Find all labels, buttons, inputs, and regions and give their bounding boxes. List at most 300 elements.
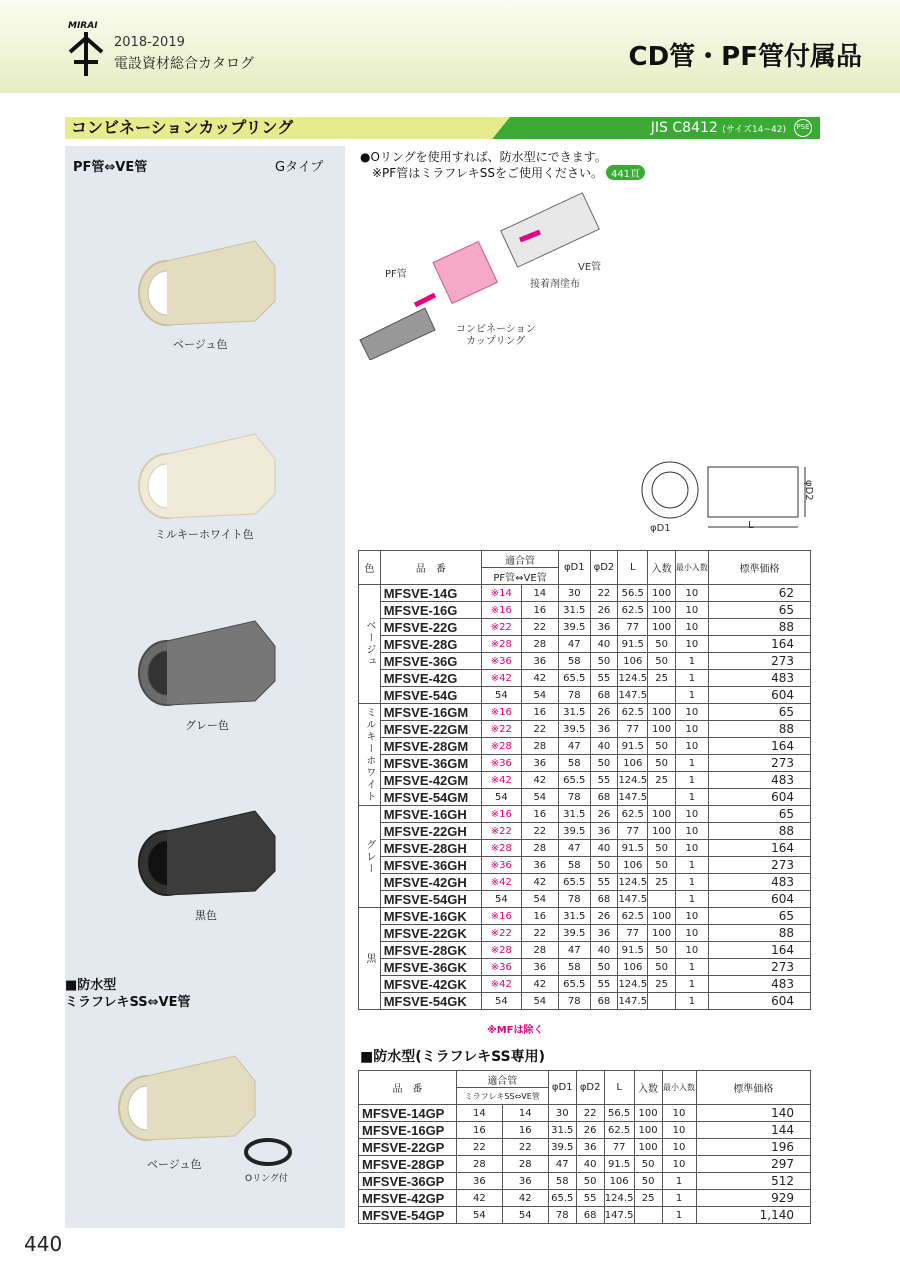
spec-cell: 42 xyxy=(521,976,558,993)
spec-cell: ※36 xyxy=(482,653,522,670)
spec-cell: 10 xyxy=(662,1139,696,1156)
part-number: MFSVE-16GP xyxy=(359,1122,457,1139)
table-row xyxy=(359,1173,811,1190)
th-part: 品 番 xyxy=(380,551,481,585)
caption-beige: ベージュ色 xyxy=(173,338,228,351)
spec-cell: ※22 xyxy=(482,619,522,636)
caption-black: 黒色 xyxy=(195,909,217,922)
spec-cell: 68 xyxy=(590,687,618,704)
spec-cell: 147.5 xyxy=(618,993,648,1010)
spec-cell: 54 xyxy=(521,993,558,1010)
spec-cell: 65.5 xyxy=(558,772,590,789)
spec-cell: 100 xyxy=(648,925,676,942)
spec-cell: 1 xyxy=(662,1207,696,1224)
spec-cell: 100 xyxy=(648,806,676,823)
table-row xyxy=(359,653,811,670)
spec-cell: 106 xyxy=(604,1173,634,1190)
spec-cell: 91.5 xyxy=(618,840,648,857)
spec-cell: 100 xyxy=(648,602,676,619)
spec-cell: 62.5 xyxy=(618,806,648,823)
spec-cell: ※28 xyxy=(482,738,522,755)
caption-wp-beige: ベージュ色 xyxy=(147,1158,202,1171)
spec-cell xyxy=(634,1207,662,1224)
spec-cell: 42 xyxy=(456,1190,502,1207)
part-number: MFSVE-22G xyxy=(380,619,481,636)
price: 1,140 xyxy=(696,1207,810,1224)
spec-cell: 106 xyxy=(618,857,648,874)
spec-cell: 147.5 xyxy=(618,687,648,704)
part-number: MFSVE-16GM xyxy=(380,704,481,721)
spec-cell: 28 xyxy=(521,738,558,755)
spec-cell: 68 xyxy=(590,891,618,908)
spec-cell: 106 xyxy=(618,755,648,772)
part-number: MFSVE-36G xyxy=(380,653,481,670)
part-number: MFSVE-14GP xyxy=(359,1105,457,1122)
spec-cell: 65.5 xyxy=(548,1190,576,1207)
part-number: MFSVE-22GP xyxy=(359,1139,457,1156)
price: 164 xyxy=(708,840,810,857)
spec-cell: 100 xyxy=(648,585,676,602)
spec-cell: 100 xyxy=(648,823,676,840)
table-row xyxy=(359,602,811,619)
spec-cell: 100 xyxy=(648,704,676,721)
spec-cell: 10 xyxy=(662,1122,696,1139)
price: 65 xyxy=(708,908,810,925)
spec-cell: 54 xyxy=(521,789,558,806)
spec-cell: 10 xyxy=(675,738,708,755)
th2-part: 品 番 xyxy=(359,1071,457,1105)
caption-oring: Oリング付 xyxy=(245,1174,288,1184)
spec-cell: ※22 xyxy=(482,721,522,738)
spec-cell xyxy=(648,993,676,1010)
table-row xyxy=(359,942,811,959)
spec-cell: 47 xyxy=(558,738,590,755)
spec-cell: 55 xyxy=(590,874,618,891)
price: 164 xyxy=(708,738,810,755)
spec-cell: ※16 xyxy=(482,704,522,721)
price: 604 xyxy=(708,687,810,704)
spec-cell: 42 xyxy=(521,874,558,891)
th2-d1: φD1 xyxy=(548,1071,576,1105)
th-d2: φD2 xyxy=(590,551,618,585)
spec-cell: 50 xyxy=(648,959,676,976)
spec-cell: 50 xyxy=(590,857,618,874)
spec-cell: 25 xyxy=(634,1190,662,1207)
spec-cell: ※14 xyxy=(482,585,522,602)
spec-cell: 147.5 xyxy=(618,789,648,806)
spec-cell: 124.5 xyxy=(604,1190,634,1207)
spec-cell: 30 xyxy=(548,1105,576,1122)
pse-mark: PSE xyxy=(794,119,812,137)
price: 65 xyxy=(708,704,810,721)
th2-l: L xyxy=(604,1071,634,1105)
spec-cell: 62.5 xyxy=(618,704,648,721)
price: 88 xyxy=(708,823,810,840)
part-number: MFSVE-16G xyxy=(380,602,481,619)
spec-cell: 16 xyxy=(456,1122,502,1139)
label-pf: PF管 xyxy=(385,269,407,280)
part-number: MFSVE-16GK xyxy=(380,908,481,925)
spec-cell: 91.5 xyxy=(618,636,648,653)
spec-cell: 47 xyxy=(558,942,590,959)
spec-cell: ※16 xyxy=(482,602,522,619)
spec-cell: 1 xyxy=(675,755,708,772)
spec-cell: 65.5 xyxy=(558,976,590,993)
part-number: MFSVE-42GP xyxy=(359,1190,457,1207)
spec-cell: ※16 xyxy=(482,908,522,925)
spec-cell: 50 xyxy=(648,653,676,670)
th-d1: φD1 xyxy=(558,551,590,585)
mirai-logo xyxy=(66,18,106,78)
part-number: MFSVE-36GP xyxy=(359,1173,457,1190)
section-bar xyxy=(65,117,820,139)
spec-cell: 10 xyxy=(675,925,708,942)
table-row xyxy=(359,959,811,976)
type-name: Gタイプ xyxy=(275,160,324,175)
part-number: MFSVE-28GP xyxy=(359,1156,457,1173)
spec-cell: 22 xyxy=(521,721,558,738)
caption-gray: グレー色 xyxy=(185,719,229,732)
price: 273 xyxy=(708,653,810,670)
spec-cell: 25 xyxy=(648,772,676,789)
table-row xyxy=(359,1105,811,1122)
table-row xyxy=(359,857,811,874)
spec-cell: 10 xyxy=(675,585,708,602)
spec-cell: ※36 xyxy=(482,857,522,874)
spec-cell: 100 xyxy=(634,1139,662,1156)
part-number: MFSVE-14G xyxy=(380,585,481,602)
price: 273 xyxy=(708,959,810,976)
part-number: MFSVE-54GH xyxy=(380,891,481,908)
table-row xyxy=(359,687,811,704)
table-row xyxy=(359,738,811,755)
label-l: L xyxy=(748,520,754,531)
spec-cell: 36 xyxy=(590,925,618,942)
spec-cell: 10 xyxy=(675,823,708,840)
spec-cell: 54 xyxy=(456,1207,502,1224)
ref-link[interactable]: 441頁 xyxy=(606,165,645,180)
spec-cell: 36 xyxy=(576,1139,604,1156)
spec-cell: 40 xyxy=(590,636,618,653)
spec-cell: 39.5 xyxy=(558,823,590,840)
waterproof-table-title: ■防水型(ミラフレキSS専用) xyxy=(360,1049,546,1065)
price: 88 xyxy=(708,619,810,636)
spec-cell: 14 xyxy=(521,585,558,602)
page-title: CD管・PF管付属品 xyxy=(628,42,862,72)
price: 88 xyxy=(708,925,810,942)
spec-cell: 147.5 xyxy=(618,891,648,908)
spec-cell: 10 xyxy=(675,908,708,925)
price: 512 xyxy=(696,1173,810,1190)
th2-pipe: 適合管 xyxy=(456,1071,548,1088)
svg-text:MIRAI: MIRAI xyxy=(68,21,98,31)
spec-cell: ※22 xyxy=(482,925,522,942)
spec-cell: 147.5 xyxy=(604,1207,634,1224)
jis-label: JIS C8412 (サイズ14~42) xyxy=(650,120,786,136)
spec-cell: 58 xyxy=(558,857,590,874)
spec-cell: 1 xyxy=(675,874,708,891)
spec-cell: ※42 xyxy=(482,772,522,789)
spec-cell: 39.5 xyxy=(558,619,590,636)
table-row xyxy=(359,619,811,636)
price: 483 xyxy=(708,976,810,993)
spec-cell: 36 xyxy=(521,755,558,772)
price: 604 xyxy=(708,789,810,806)
spec-cell: 56.5 xyxy=(604,1105,634,1122)
spec-cell: 50 xyxy=(648,840,676,857)
part-number: MFSVE-28GM xyxy=(380,738,481,755)
spec-cell: 54 xyxy=(482,687,522,704)
table-row xyxy=(359,925,811,942)
spec-cell: ※28 xyxy=(482,840,522,857)
table-row xyxy=(359,1190,811,1207)
part-number: MFSVE-42GM xyxy=(380,772,481,789)
table-row xyxy=(359,993,811,1010)
part-number: MFSVE-42GH xyxy=(380,874,481,891)
spec-cell: 42 xyxy=(502,1190,548,1207)
price: 483 xyxy=(708,874,810,891)
spec-cell: 14 xyxy=(456,1105,502,1122)
table-row xyxy=(359,976,811,993)
price: 929 xyxy=(696,1190,810,1207)
spec-cell: 62.5 xyxy=(618,602,648,619)
waterproof-title: ■防水型 xyxy=(65,978,117,993)
spec-cell: 50 xyxy=(648,755,676,772)
price: 62 xyxy=(708,585,810,602)
spec-cell: 54 xyxy=(502,1207,548,1224)
spec-cell: 124.5 xyxy=(618,772,648,789)
spec-cell: 78 xyxy=(558,789,590,806)
spec-cell: 1 xyxy=(675,653,708,670)
spec-cell: 10 xyxy=(675,636,708,653)
part-number: MFSVE-54GP xyxy=(359,1207,457,1224)
part-number: MFSVE-28G xyxy=(380,636,481,653)
spec-cell: 40 xyxy=(590,840,618,857)
price: 65 xyxy=(708,806,810,823)
spec-cell: 47 xyxy=(548,1156,576,1173)
spec-cell: 1 xyxy=(675,772,708,789)
spec-cell: 36 xyxy=(502,1173,548,1190)
spec-cell: ※28 xyxy=(482,942,522,959)
spec-cell: 100 xyxy=(648,721,676,738)
spec-cell: 22 xyxy=(502,1139,548,1156)
table-row xyxy=(359,789,811,806)
part-number: MFSVE-54GK xyxy=(380,993,481,1010)
spec-cell: 10 xyxy=(675,840,708,857)
spec-cell: 91.5 xyxy=(618,942,648,959)
mf-note: ※MFは除く xyxy=(487,1025,544,1036)
th2-price: 標準価格 xyxy=(696,1071,810,1105)
spec-cell: 25 xyxy=(648,874,676,891)
spec-cell: 78 xyxy=(558,687,590,704)
spec-cell: 10 xyxy=(662,1156,696,1173)
spec-cell: 58 xyxy=(548,1173,576,1190)
spec-cell: 26 xyxy=(590,602,618,619)
price: 196 xyxy=(696,1139,810,1156)
spec-cell: 31.5 xyxy=(548,1122,576,1139)
table-row xyxy=(359,1156,811,1173)
th-pipe: 適合管 xyxy=(482,551,559,568)
label-coupling-2: カップリング xyxy=(466,336,526,347)
spec-cell: 1 xyxy=(675,687,708,704)
table-row xyxy=(359,1139,811,1156)
spec-cell: 78 xyxy=(548,1207,576,1224)
spec-cell: 68 xyxy=(590,789,618,806)
spec-cell: 56.5 xyxy=(618,585,648,602)
label-ve: VE管 xyxy=(578,262,602,273)
spec-cell: 50 xyxy=(590,959,618,976)
th-price: 標準価格 xyxy=(708,551,810,585)
spec-cell: 58 xyxy=(558,755,590,772)
spec-cell: 106 xyxy=(618,653,648,670)
part-number: MFSVE-22GH xyxy=(380,823,481,840)
table-row xyxy=(359,1207,811,1224)
coupling-black-image xyxy=(135,801,285,901)
spec-cell: 78 xyxy=(558,993,590,1010)
spec-cell: 55 xyxy=(590,670,618,687)
price: 273 xyxy=(708,857,810,874)
spec-cell: 50 xyxy=(590,653,618,670)
spec-cell: 1 xyxy=(675,993,708,1010)
spec-cell: 55 xyxy=(590,772,618,789)
spec-cell: 28 xyxy=(521,840,558,857)
spec-cell: 55 xyxy=(590,976,618,993)
spec-cell: 42 xyxy=(521,670,558,687)
spec-cell: 22 xyxy=(521,619,558,636)
spec-cell: 40 xyxy=(590,942,618,959)
spec-cell: 42 xyxy=(521,772,558,789)
spec-cell: 100 xyxy=(634,1122,662,1139)
table-row xyxy=(359,908,811,925)
part-number: MFSVE-28GH xyxy=(380,840,481,857)
spec-cell: 16 xyxy=(521,704,558,721)
spec-cell: 1 xyxy=(675,857,708,874)
spec-cell: ※42 xyxy=(482,976,522,993)
spec-cell: 26 xyxy=(576,1122,604,1139)
spec-cell: 39.5 xyxy=(548,1139,576,1156)
page-number: 440 xyxy=(24,1232,63,1256)
spec-cell: 55 xyxy=(576,1190,604,1207)
table-row xyxy=(359,891,811,908)
header xyxy=(0,0,900,93)
spec-cell: 10 xyxy=(675,704,708,721)
spec-cell: 1 xyxy=(675,670,708,687)
spec-cell: 30 xyxy=(558,585,590,602)
spec-cell: 10 xyxy=(675,602,708,619)
part-number: MFSVE-22GK xyxy=(380,925,481,942)
spec-cell: 77 xyxy=(618,823,648,840)
spec-cell: 22 xyxy=(576,1105,604,1122)
table-row xyxy=(359,840,811,857)
part-number: MFSVE-22GM xyxy=(380,721,481,738)
spec-cell xyxy=(648,891,676,908)
catalog-year: 2018-2019 xyxy=(114,35,185,50)
spec-cell: 124.5 xyxy=(618,874,648,891)
product-image-panel xyxy=(65,146,345,1228)
spec-cell: 25 xyxy=(648,670,676,687)
th2-pipe-sub: ミラフレキSS⇔VE管 xyxy=(456,1088,548,1105)
color-group-label: グレー xyxy=(359,806,381,908)
spec-cell: 50 xyxy=(576,1173,604,1190)
spec-cell: 1 xyxy=(662,1173,696,1190)
caption-milky: ミルキーホワイト色 xyxy=(155,528,254,541)
spec-cell: 50 xyxy=(590,755,618,772)
spec-cell: 54 xyxy=(482,891,522,908)
spec-cell: 50 xyxy=(648,942,676,959)
label-d2: φD2 xyxy=(803,480,814,501)
part-number: MFSVE-28GK xyxy=(380,942,481,959)
spec-cell: 28 xyxy=(521,636,558,653)
table-row xyxy=(359,874,811,891)
spec-cell: 62.5 xyxy=(618,908,648,925)
waterproof-sub: ミラフレキSS⇔VE管 xyxy=(65,995,191,1010)
spec-cell: 28 xyxy=(456,1156,502,1173)
spec-cell: ※42 xyxy=(482,670,522,687)
spec-cell: 91.5 xyxy=(618,738,648,755)
spec-cell: 10 xyxy=(675,942,708,959)
spec-cell: 100 xyxy=(634,1105,662,1122)
spec-cell: 25 xyxy=(648,976,676,993)
spec-cell: 22 xyxy=(456,1139,502,1156)
spec-cell: 50 xyxy=(648,636,676,653)
price: 483 xyxy=(708,670,810,687)
color-group-label: ベージュ xyxy=(359,585,381,704)
table-row xyxy=(359,772,811,789)
spec-cell: ※28 xyxy=(482,636,522,653)
part-number: MFSVE-54G xyxy=(380,687,481,704)
th2-min: 最小入数 xyxy=(662,1071,696,1105)
spec-cell: 31.5 xyxy=(558,908,590,925)
coupling-beige-image xyxy=(135,231,285,331)
spec-cell: 50 xyxy=(634,1156,662,1173)
spec-cell: 10 xyxy=(675,721,708,738)
spec-cell: 22 xyxy=(521,925,558,942)
table-row xyxy=(359,823,811,840)
th2-qty: 入数 xyxy=(634,1071,662,1105)
spec-cell: 58 xyxy=(558,653,590,670)
spec-cell: 100 xyxy=(648,619,676,636)
table-row xyxy=(359,1122,811,1139)
table-row xyxy=(359,585,811,602)
spec-cell: 68 xyxy=(576,1207,604,1224)
spec-cell: 36 xyxy=(590,823,618,840)
price: 164 xyxy=(708,636,810,653)
coupling-gray-image xyxy=(135,611,285,711)
th-qty: 入数 xyxy=(648,551,676,585)
catalog-name: 電設資材総合カタログ xyxy=(114,56,254,72)
spec-cell: 26 xyxy=(590,806,618,823)
table-row xyxy=(359,636,811,653)
spec-cell: 47 xyxy=(558,840,590,857)
color-group-label: ミルキーホワイト xyxy=(359,704,381,806)
part-number: MFSVE-36GM xyxy=(380,755,481,772)
spec-cell: 54 xyxy=(521,891,558,908)
spec-cell: 10 xyxy=(662,1105,696,1122)
color-group-label: 黒 xyxy=(359,908,381,1010)
table-row xyxy=(359,670,811,687)
table-row xyxy=(359,806,811,823)
spec-cell xyxy=(648,789,676,806)
spec-cell: 68 xyxy=(590,993,618,1010)
spec-cell: 36 xyxy=(521,959,558,976)
spec-cell: 106 xyxy=(618,959,648,976)
spec-cell: 16 xyxy=(502,1122,548,1139)
spec-cell: 77 xyxy=(618,721,648,738)
spec-cell: 65.5 xyxy=(558,670,590,687)
spec-cell: 91.5 xyxy=(604,1156,634,1173)
spec-cell: 31.5 xyxy=(558,602,590,619)
price: 604 xyxy=(708,891,810,908)
